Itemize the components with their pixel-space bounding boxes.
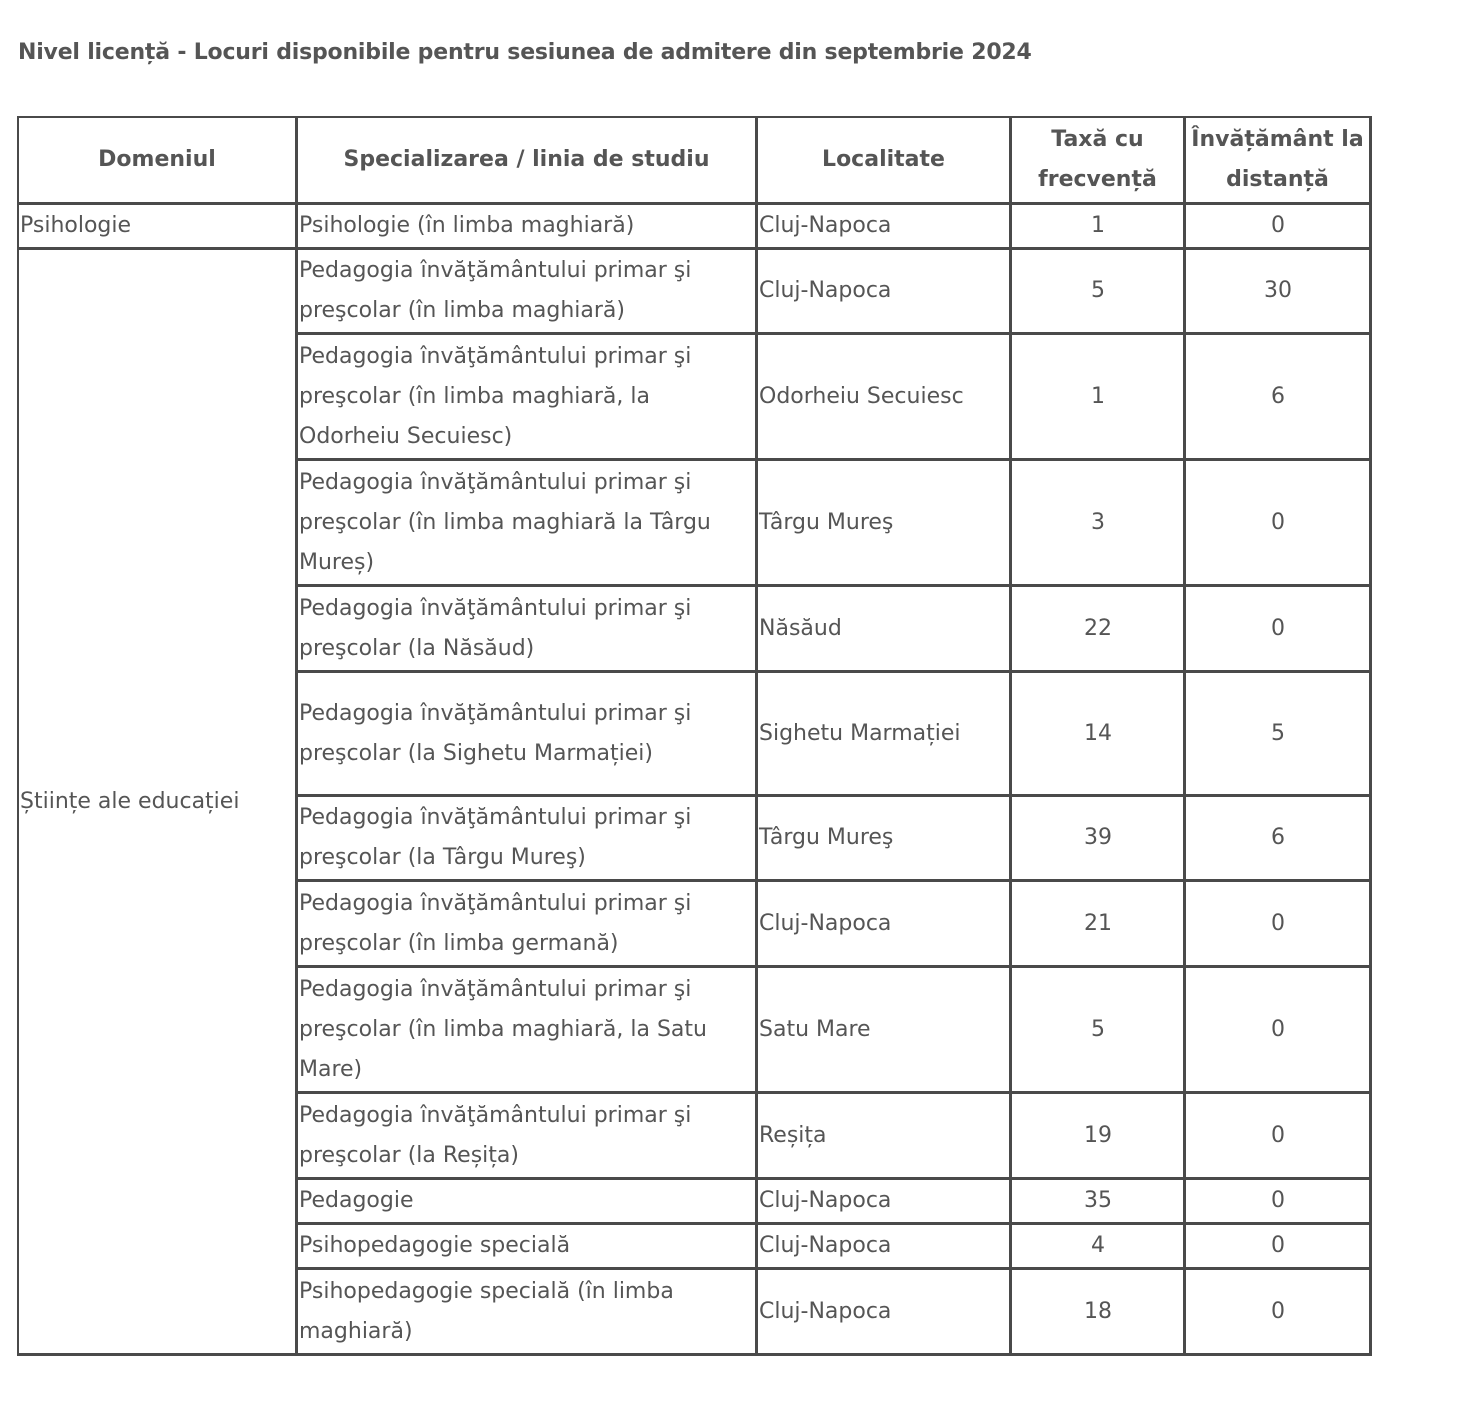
taxa-cell: 4 (1012, 1225, 1186, 1270)
table-header-row (19, 118, 1372, 205)
taxa-cell: 1 (1012, 205, 1186, 250)
taxa-cell: 39 (1012, 797, 1186, 882)
table-row (19, 250, 1372, 335)
distanta-cell: 0 (1186, 1270, 1372, 1356)
specializarea-cell: Pedagogia învăţământului primar şi preşcolar (în limba maghiară) (298, 250, 758, 335)
taxa-cell: 5 (1012, 968, 1186, 1094)
taxa-cell: 19 (1012, 1094, 1186, 1180)
table-row (19, 205, 1372, 250)
specializarea-cell: Pedagogia învăţământului primar şi preşcolar (în limba maghiară, la Satu Mare) (298, 968, 758, 1094)
specializarea-cell: Psihopedagogie specială (în limba maghiară) (298, 1270, 758, 1356)
distanta-cell: 30 (1186, 250, 1372, 335)
localitate-cell: Cluj-Napoca (758, 1180, 1012, 1225)
localitate-cell: Odorheiu Secuiesc (758, 335, 1012, 461)
specializarea-cell: Pedagogia învăţământului primar şi preşcolar (la Năsăud) (298, 587, 758, 673)
localitate-cell: Cluj-Napoca (758, 882, 1012, 968)
distanta-cell: 0 (1186, 461, 1372, 587)
taxa-cell: 22 (1012, 587, 1186, 673)
taxa-cell: 3 (1012, 461, 1186, 587)
specializarea-cell: Pedagogia învăţământului primar şi preşcolar (în limba germană) (298, 882, 758, 968)
specializarea-cell: Pedagogie (298, 1180, 758, 1225)
distanta-cell: 0 (1186, 968, 1372, 1094)
taxa-cell: 5 (1012, 250, 1186, 335)
distanta-cell: 6 (1186, 797, 1372, 882)
localitate-cell: Cluj-Napoca (758, 250, 1012, 335)
localitate-cell: Târgu Mureş (758, 797, 1012, 882)
localitate-cell: Satu Mare (758, 968, 1012, 1094)
taxa-cell: 21 (1012, 882, 1186, 968)
taxa-cell: 18 (1012, 1270, 1186, 1356)
taxa-cell: 35 (1012, 1180, 1186, 1225)
localitate-cell: Năsăud (758, 587, 1012, 673)
distanta-cell: 0 (1186, 1094, 1372, 1180)
distanta-cell: 0 (1186, 1225, 1372, 1270)
distanta-cell: 0 (1186, 205, 1372, 250)
localitate-cell: Sighetu Marmației (758, 673, 1012, 797)
specializarea-cell: Pedagogia învăţământului primar şi preşcolar (la Reșița) (298, 1094, 758, 1180)
taxa-cell: 1 (1012, 335, 1186, 461)
header-localitate: Localitate (758, 118, 1012, 205)
specializarea-cell: Pedagogia învăţământului primar şi preşcolar (la Târgu Mureş) (298, 797, 758, 882)
header-domeniul: Domeniul (19, 118, 298, 205)
distanta-cell: 6 (1186, 335, 1372, 461)
header-specializarea: Specializarea / linia de studiu (298, 118, 758, 205)
domeniul-cell: Psihologie (19, 205, 298, 250)
distanta-cell: 5 (1186, 673, 1372, 797)
taxa-cell: 14 (1012, 673, 1186, 797)
page-title: Nivel licență - Locuri disponibile pentru sesiunea de admitere din septembrie 2024 (18, 40, 1032, 65)
specializarea-cell: Pedagogia învăţământului primar şi preşcolar (la Sighetu Marmației) (298, 673, 758, 797)
specializarea-cell: Pedagogia învăţământului primar şi preşcolar (în limba maghiară, la Odorheiu Secuiesc) (298, 335, 758, 461)
distanta-cell: 0 (1186, 587, 1372, 673)
specializarea-cell: Pedagogia învăţământului primar şi preşcolar (în limba maghiară la Târgu Mureș) (298, 461, 758, 587)
localitate-cell: Reșița (758, 1094, 1012, 1180)
localitate-cell: Cluj-Napoca (758, 205, 1012, 250)
distanta-cell: 0 (1186, 882, 1372, 968)
distanta-cell: 0 (1186, 1180, 1372, 1225)
localitate-cell: Cluj-Napoca (758, 1225, 1012, 1270)
header-distanta: Învățământ la distanță (1186, 118, 1372, 205)
localitate-cell: Târgu Mureş (758, 461, 1012, 587)
specializarea-cell: Psihologie (în limba maghiară) (298, 205, 758, 250)
header-taxa: Taxă cu frecvență (1012, 118, 1186, 205)
domeniul-cell: Științe ale educației (19, 250, 298, 1356)
specializarea-cell: Psihopedagogie specială (298, 1225, 758, 1270)
admission-places-table (17, 116, 1372, 1356)
localitate-cell: Cluj-Napoca (758, 1270, 1012, 1356)
